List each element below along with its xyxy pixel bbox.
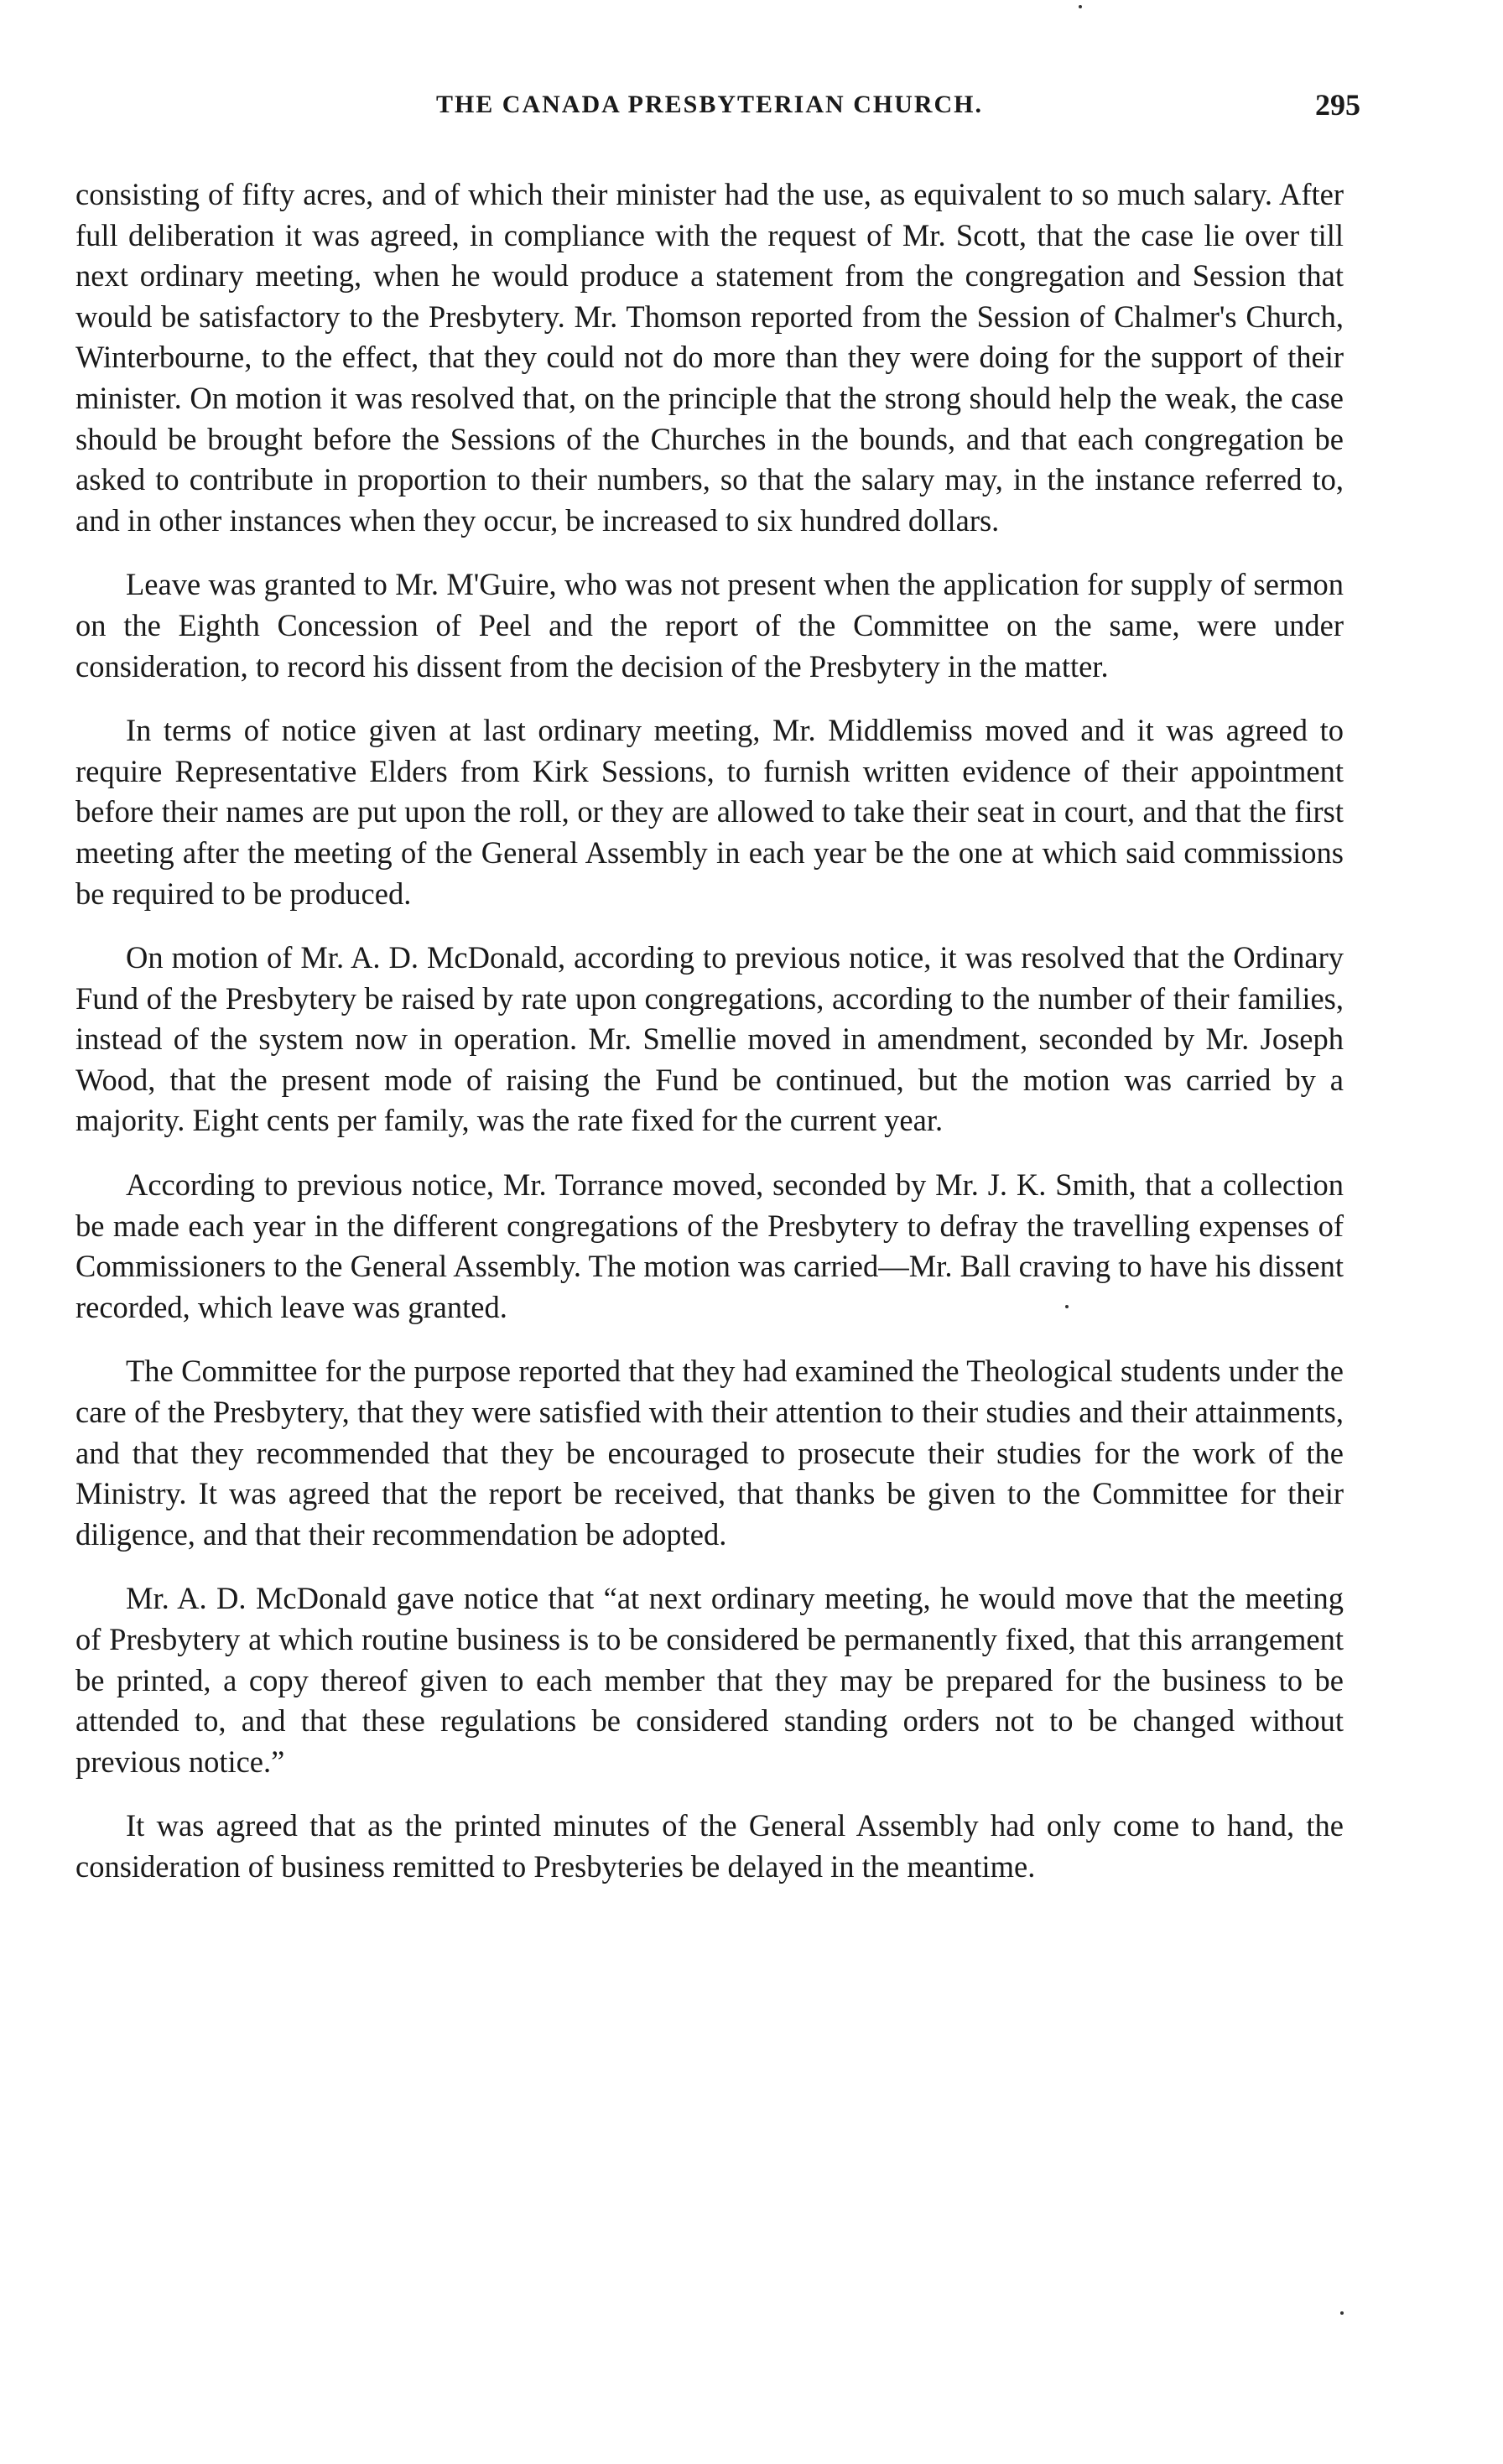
paragraph-theological-students: The Committee for the purpose reported that they had examined the Theological students under the care of the Presbytery, that they were satisfied with their attention to their studies and their attainments, and that they recommended that they be encouraged to prosecute their studies for the work of the Ministry. It was agreed that the report be received, that thanks be given to the Committee for their diligence, and that their recommendation be adopted.: [75, 1354, 1344, 1552]
document-page: [75, 88, 1360, 1911]
running-header: [75, 88, 1360, 141]
print-speck: [1065, 1305, 1069, 1308]
paragraph-commissioners-expenses: According to previous notice, Mr. Torrance moved, seconded by Mr. J. K. Smith, that a collection be made each year in the different congregations of the Presbytery to defray the travelling expenses of Commissioners to the General Assembly. The motion was carried—Mr. Ball craving to have his dissent recorded, which leave was granted.: [75, 1167, 1344, 1324]
print-speck: [1079, 5, 1082, 8]
print-speck: [1340, 2311, 1344, 2315]
running-title: THE CANADA PRESBYTERIAN CHURCH.: [435, 91, 984, 118]
paragraph-routine-business-notice: Mr. A. D. McDonald gave notice that “at next ordinary meeting, he would move that the meeting of Presbytery at which routine business is to be considered be permanently fixed, that this arrangement be printed, a copy thereof given to each member that they may be prepared for the business to be attended to, and that these regulations be considered standing orders not to be changed without previous notice.”: [75, 1581, 1344, 1779]
paragraph-salary-equivalent: consisting of fifty acres, and of which their minister had the use, as equivalent to so much salary. After full deliberation it was agreed, in compliance with the request of Mr. Scott, that the case lie over till next ordinary meeting, when he would produce a statement from the congregation and Session that would be satisfactory to the Presbytery. Mr. Thomson reported from the Session of Chalmer's Church, Winterbourne, to the effect, that they could not do more than they were doing for the support of their minister. On motion it was resolved that, on the principle that the strong should help the weak, the case should be brought before the Sessions of the Churches in the bounds, and that each congregation be asked to contribute in proportion to their numbers, so that the salary may, in the instance referred to, and in other instances when they occur, be increased to six hundred dollars.: [75, 177, 1344, 538]
body-text: [75, 174, 1344, 1888]
paragraph-mguire-dissent: Leave was granted to Mr. M'Guire, who was not present when the application for supply of sermon on the Eighth Concession of Peel and the report of the Committee on the same, were under consideration, to record his dissent from the decision of the Presbytery in the matter.: [75, 567, 1344, 684]
paragraph-assembly-minutes: It was agreed that as the printed minutes of the General Assembly had only come to hand, the consideration of business remitted to Presbyteries be delayed in the meantime.: [75, 1808, 1344, 1884]
paragraph-representative-elders: In terms of notice given at last ordinary meeting, Mr. Middlemiss moved and it was agreed to require Representative Elders from Kirk Sessions, to furnish written evidence of their appointment before their names are put upon the roll, or they are allowed to take their seat in court, and that the first meeting after the meeting of the General Assembly in each year be the one at which said commissions be required to be produced.: [75, 713, 1344, 911]
page-number: 295: [1315, 88, 1360, 122]
paragraph-ordinary-fund: On motion of Mr. A. D. McDonald, according to previous notice, it was resolved that the Ordinary Fund of the Presbytery be raised by rate upon congregations, according to the number of their families, instead of the system now in operation. Mr. Smellie moved in amendment, seconded by Mr. Joseph Wood, that the present mode of raising the Fund be continued, but the motion was carried by a majority. Eight cents per family, was the rate fixed for the current year.: [75, 940, 1344, 1138]
